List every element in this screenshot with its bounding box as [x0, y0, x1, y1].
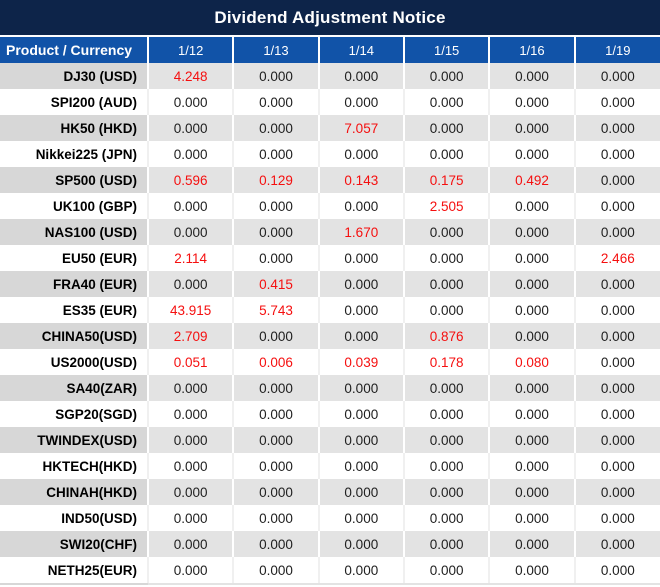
next-row-peek: [0, 583, 660, 585]
product-label: IND50(USD): [61, 510, 137, 526]
dividend-value: 0.000: [575, 167, 660, 193]
dividend-value: 0.000: [148, 89, 233, 115]
dividend-value: 0.000: [148, 271, 233, 297]
dividend-value: 0.129: [233, 167, 318, 193]
dividend-value: 2.466: [575, 245, 660, 271]
dividend-value: 0.000: [148, 193, 233, 219]
dividend-value: 0.000: [489, 141, 574, 167]
dividend-value: 0.000: [575, 323, 660, 349]
table-row: [0, 505, 660, 531]
dividend-value: 0.000: [404, 453, 489, 479]
table-row: [0, 141, 660, 167]
product-label: FRA40 (EUR): [0, 271, 148, 297]
dividend-value: 0.006: [233, 349, 318, 375]
dividend-value: 0.415: [233, 271, 318, 297]
dividend-value: 0.000: [319, 505, 404, 531]
product-label: HKTECH(HKD): [42, 458, 137, 474]
dividend-value: 0.000: [233, 453, 318, 479]
dividend-value: 0.000: [404, 89, 489, 115]
dividend-value: 0.000: [489, 375, 574, 401]
product-label: CHINAH(HKD): [0, 479, 148, 505]
table-row: [0, 271, 660, 297]
dividend-value: 0.000: [319, 271, 404, 297]
dividend-value: 0.000: [233, 141, 318, 167]
dividend-value: 0.000: [148, 505, 233, 531]
dividend-value: 0.000: [148, 219, 233, 245]
dividend-value: 0.000: [404, 63, 489, 89]
product-label: SP500 (USD): [0, 167, 148, 193]
dividend-value: 0.000: [319, 557, 404, 583]
product-label: TWINDEX(USD): [0, 427, 148, 453]
dividend-value: 2.505: [404, 193, 489, 219]
dividend-value: 0.000: [148, 427, 233, 453]
dividend-value: 0.000: [489, 557, 574, 583]
dividend-value: 0.000: [575, 531, 660, 557]
dividend-value: 1.670: [319, 219, 404, 245]
dividend-value: 0.000: [575, 115, 660, 141]
title-bar: [0, 0, 660, 37]
product-label: NAS100 (USD): [0, 219, 148, 245]
dividend-value: 0.000: [575, 505, 660, 531]
dividend-value: 0.596: [148, 167, 233, 193]
dividend-value: 0.000: [575, 89, 660, 115]
dividend-value: 0.000: [233, 531, 318, 557]
table-row: [0, 557, 660, 583]
column-header-date-3: 1/14: [319, 37, 404, 63]
next-row-peek-cells: [148, 583, 660, 585]
dividend-value: 0.000: [575, 219, 660, 245]
table-body: [0, 63, 660, 583]
dividend-value: 0.000: [489, 115, 574, 141]
dividend-value: 0.000: [575, 297, 660, 323]
product-label: SA40(ZAR): [0, 375, 148, 401]
product-label: HK50 (HKD): [0, 115, 148, 141]
product-label: SWI20(CHF): [0, 531, 148, 557]
dividend-value: 0.178: [404, 349, 489, 375]
dividend-value: 0.000: [575, 401, 660, 427]
dividend-value: 0.000: [404, 531, 489, 557]
dividend-value: 0.000: [233, 401, 318, 427]
dividend-value: 0.000: [489, 531, 574, 557]
product-label: NETH25(EUR): [47, 562, 137, 578]
dividend-value: 0.000: [489, 219, 574, 245]
dividend-value: 0.000: [148, 531, 233, 557]
dividend-table: [0, 37, 660, 583]
dividend-value: 0.000: [489, 453, 574, 479]
dividend-value: 0.000: [233, 193, 318, 219]
dividend-value: 0.876: [404, 323, 489, 349]
dividend-value: 0.000: [489, 89, 574, 115]
table-row: [0, 245, 660, 271]
dividend-value: 0.000: [233, 115, 318, 141]
table-row: [0, 115, 660, 141]
dividend-value: 0.000: [404, 245, 489, 271]
column-header-date-5: 1/16: [489, 37, 574, 63]
table-row: [0, 375, 660, 401]
dividend-value: 0.000: [575, 375, 660, 401]
dividend-value: 0.000: [404, 427, 489, 453]
dividend-value: 0.000: [148, 557, 233, 583]
dividend-value: 0.000: [404, 479, 489, 505]
dividend-value: 0.000: [148, 115, 233, 141]
dividend-value: 0.000: [233, 505, 318, 531]
dividend-value: 0.000: [404, 115, 489, 141]
dividend-value: 0.000: [575, 63, 660, 89]
dividend-value: 2.114: [148, 245, 233, 271]
column-header-product-currency: Product / Currency: [0, 37, 148, 63]
dividend-value: 0.000: [575, 557, 660, 583]
dividend-value: 0.000: [489, 479, 574, 505]
dividend-value: 0.000: [148, 453, 233, 479]
dividend-value: 0.000: [404, 271, 489, 297]
dividend-value: 0.000: [489, 401, 574, 427]
dividend-value: 0.000: [575, 141, 660, 167]
dividend-value: 0.000: [319, 245, 404, 271]
dividend-value: 0.000: [233, 219, 318, 245]
dividend-value: 0.000: [233, 245, 318, 271]
dividend-value: 0.000: [489, 245, 574, 271]
dividend-value: 0.000: [233, 323, 318, 349]
dividend-value: 0.080: [489, 349, 574, 375]
dividend-value: 0.000: [404, 141, 489, 167]
dividend-value: 0.000: [575, 427, 660, 453]
table-row: [0, 349, 660, 375]
dividend-value: 7.057: [319, 115, 404, 141]
dividend-value: 0.000: [233, 89, 318, 115]
dividend-value: 43.915: [148, 297, 233, 323]
dividend-value: 4.248: [148, 63, 233, 89]
dividend-value: 0.000: [404, 219, 489, 245]
product-label: SGP20(SGD): [55, 406, 137, 422]
table-header-row: [0, 37, 660, 63]
dividend-value: 0.000: [148, 375, 233, 401]
dividend-value: 0.000: [489, 427, 574, 453]
dividend-value: 0.000: [233, 479, 318, 505]
dividend-value: 0.000: [489, 193, 574, 219]
dividend-value: 0.000: [319, 323, 404, 349]
dividend-value: 0.000: [489, 297, 574, 323]
dividend-value: 0.000: [489, 63, 574, 89]
page-title: Dividend Adjustment Notice: [214, 7, 446, 27]
table-row: [0, 297, 660, 323]
product-label: EU50 (EUR): [61, 250, 137, 266]
dividend-value: 0.000: [575, 193, 660, 219]
dividend-value: 0.000: [319, 89, 404, 115]
dividend-value: 0.000: [404, 505, 489, 531]
column-header-date-6: 1/19: [575, 37, 660, 63]
table-row: [0, 401, 660, 427]
dividend-value: 0.000: [575, 271, 660, 297]
dividend-value: 0.000: [233, 63, 318, 89]
dividend-value: 0.000: [319, 141, 404, 167]
dividend-value: 0.000: [404, 375, 489, 401]
product-label: SPI200 (AUD): [50, 94, 137, 110]
dividend-value: 0.000: [233, 427, 318, 453]
column-header-date-2: 1/13: [233, 37, 318, 63]
next-row-peek-label: [0, 583, 148, 585]
dividend-value: 0.000: [148, 141, 233, 167]
table-row: [0, 193, 660, 219]
product-label: UK100 (GBP): [52, 198, 137, 214]
dividend-value: 0.000: [319, 375, 404, 401]
product-label: Nikkei225 (JPN): [35, 146, 137, 162]
dividend-value: 0.039: [319, 349, 404, 375]
table-row: [0, 531, 660, 557]
dividend-value: 0.000: [404, 401, 489, 427]
dividend-value: 0.000: [319, 427, 404, 453]
dividend-value: 2.709: [148, 323, 233, 349]
dividend-value: 0.000: [575, 453, 660, 479]
table-row: [0, 89, 660, 115]
dividend-value: 0.000: [575, 349, 660, 375]
table-row: [0, 219, 660, 245]
product-label: DJ30 (USD): [0, 63, 148, 89]
dividend-value: 0.000: [319, 453, 404, 479]
dividend-value: 0.000: [233, 557, 318, 583]
dividend-value: 0.175: [404, 167, 489, 193]
dividend-value: 0.000: [489, 271, 574, 297]
dividend-value: 0.000: [489, 505, 574, 531]
dividend-value: 0.492: [489, 167, 574, 193]
dividend-value: 0.000: [404, 557, 489, 583]
dividend-value: 0.000: [319, 479, 404, 505]
table-row: [0, 167, 660, 193]
product-label: CHINA50(USD): [0, 323, 148, 349]
dividend-value: 5.743: [233, 297, 318, 323]
dividend-value: 0.000: [319, 297, 404, 323]
dividend-value: 0.143: [319, 167, 404, 193]
table-row: [0, 63, 660, 89]
dividend-value: 0.000: [404, 297, 489, 323]
table-row: [0, 427, 660, 453]
dividend-value: 0.000: [148, 401, 233, 427]
column-header-date-4: 1/15: [404, 37, 489, 63]
dividend-value: 0.000: [489, 323, 574, 349]
dividend-value: 0.000: [148, 479, 233, 505]
table-row: [0, 453, 660, 479]
column-header-date-1: 1/12: [148, 37, 233, 63]
product-label: US2000(USD): [50, 354, 137, 370]
product-label: ES35 (EUR): [62, 302, 137, 318]
dividend-value: 0.000: [319, 63, 404, 89]
dividend-value: 0.000: [319, 401, 404, 427]
dividend-value: 0.000: [575, 479, 660, 505]
dividend-value: 0.051: [148, 349, 233, 375]
dividend-value: 0.000: [233, 375, 318, 401]
table-row: [0, 479, 660, 505]
dividend-value: 0.000: [319, 193, 404, 219]
table-row: [0, 323, 660, 349]
dividend-value: 0.000: [319, 531, 404, 557]
